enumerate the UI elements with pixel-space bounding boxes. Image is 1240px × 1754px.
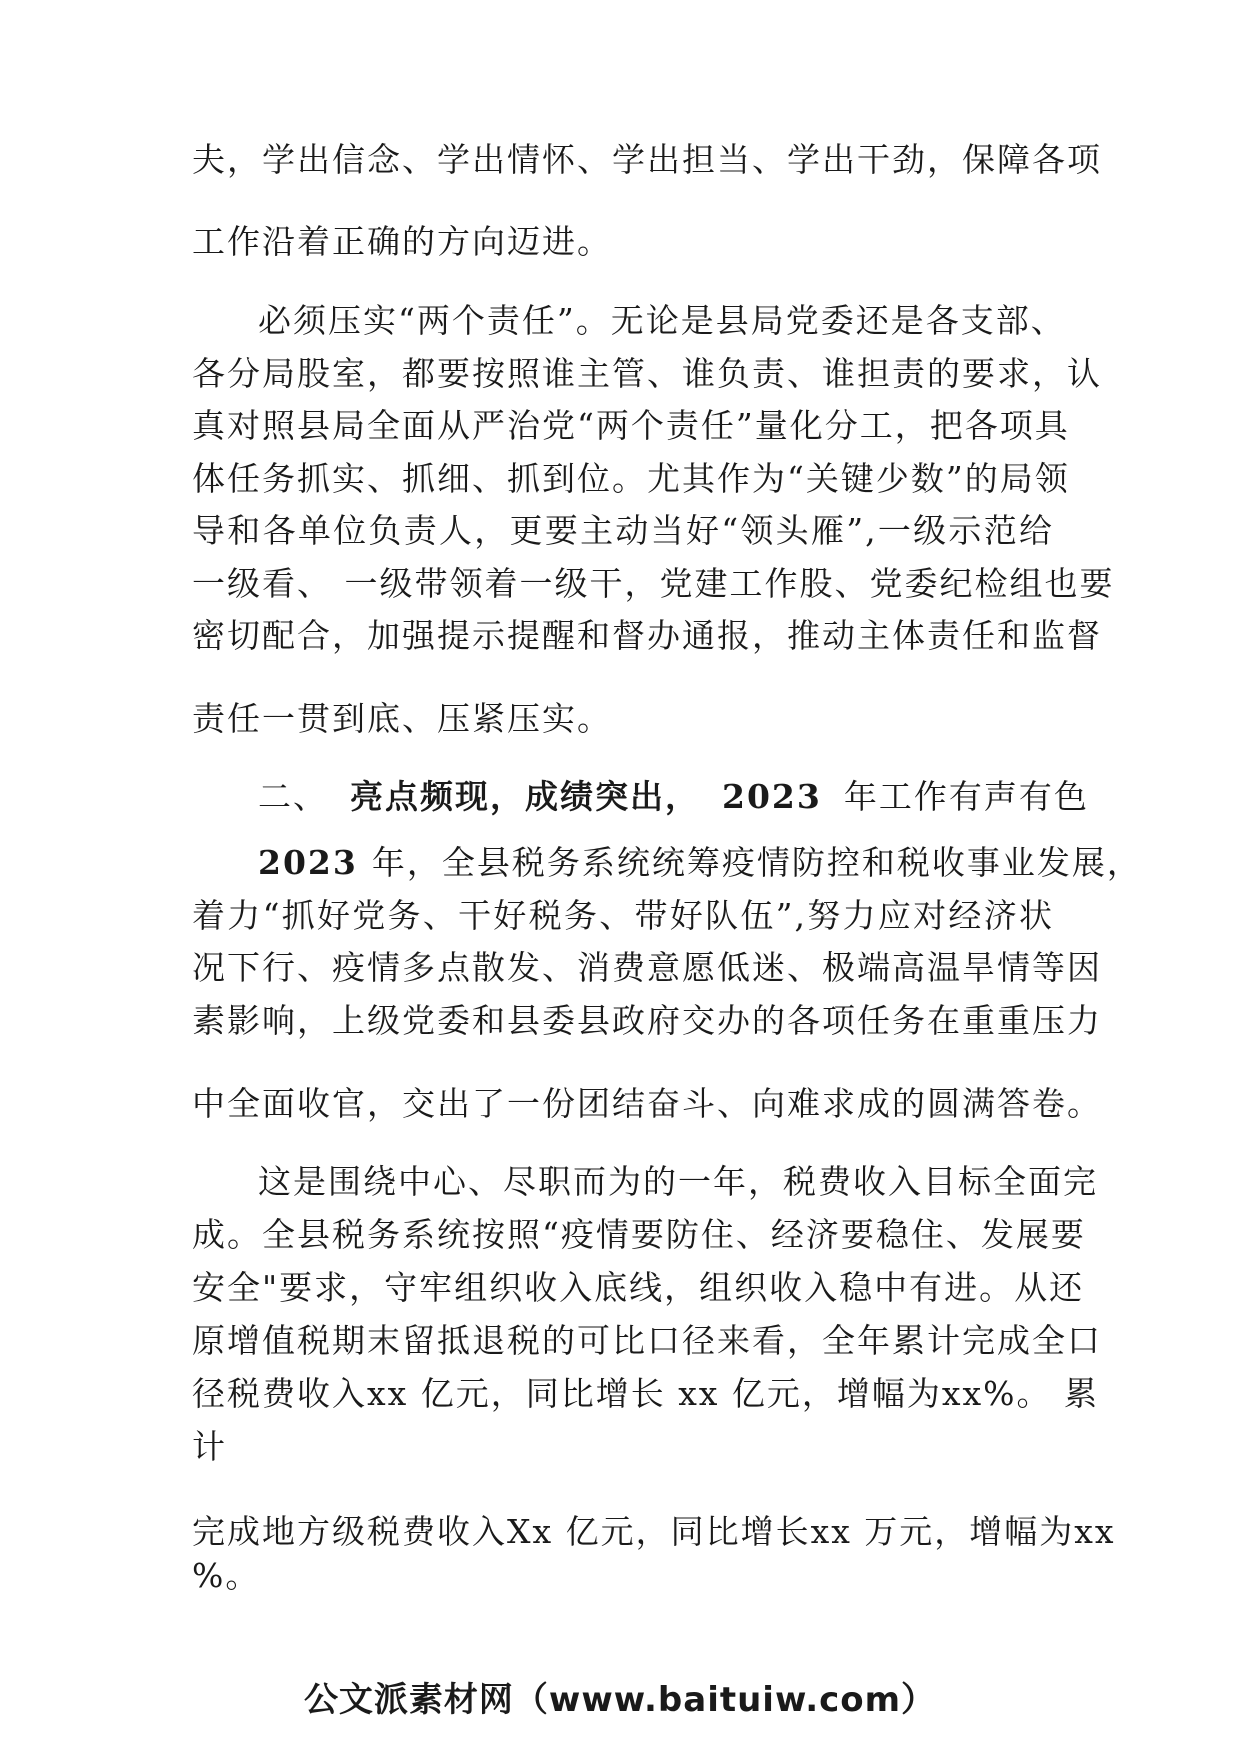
paragraph-line: 素影响，上级党委和县委县政府交办的各项任务在重重压力 <box>192 1001 1102 1040</box>
section-heading <box>258 777 1089 817</box>
footer-source: 公文派素材网（www.baituiw.com） <box>303 1680 937 1720</box>
paragraph-line: 况下行、疫情多点散发、消费意愿低迷、极端高温旱情等因 <box>192 948 1102 987</box>
heading-number: 二、 <box>258 777 328 816</box>
paragraph-line: 责任一贯到底、压紧压实。 <box>192 699 612 738</box>
heading-rest: 年工作有声有色 <box>843 777 1089 816</box>
paragraph-line: 原增值税期末留抵退税的可比口径来看，全年累计完成全口 <box>192 1321 1102 1360</box>
paragraph-line: 着力“抓好党务、干好税务、带好队伍”,努力应对经济状 <box>192 896 1054 935</box>
paragraph-line: 真对照县局全面从严治党“两个责任”量化分工，把各项具 <box>192 406 1070 445</box>
paragraph-line: %。 <box>192 1556 261 1595</box>
paragraph-line: 安全"要求，守牢组织收入底线，组织收入稳中有进。从还 <box>192 1268 1085 1307</box>
paragraph-line: 一级看、 一级带领着一级干，党建工作股、党委纪检组也要 <box>192 564 1115 603</box>
heading-year: 2023 <box>722 777 822 816</box>
paragraph-line <box>258 843 1142 883</box>
paragraph-line: 必须压实“两个责任”。无论是县局党委还是各支部、 <box>258 301 1066 340</box>
paragraph-line: 成。全县税务系统按照“疫情要防住、经济要稳住、发展要 <box>192 1215 1086 1254</box>
paragraph-text: 年，全县税务系统统筹疫情防控和税收事业发展， <box>371 843 1142 882</box>
paragraph-line: 这是围绕中心、尽职而为的一年，税费收入目标全面完 <box>258 1162 1098 1201</box>
paragraph-line: 体任务抓实、抓细、抓到位。尤其作为“关键少数”的局领 <box>192 459 1070 498</box>
paragraph-line: 各分局股室，都要按照谁主管、谁负责、谁担责的要求，认 <box>192 354 1102 393</box>
paragraph-line: 密切配合，加强提示提醒和督办通报，推动主体责任和监督 <box>192 616 1102 655</box>
paragraph-line: 计 <box>192 1427 227 1466</box>
paragraph-line: 工作沿着正确的方向迈进。 <box>192 222 612 261</box>
paragraph-line: 中全面收官，交出了一份团结奋斗、向难求成的圆满答卷。 <box>192 1084 1102 1123</box>
paragraph-line: 夫，学出信念、学出情怀、学出担当、学出干劲，保障各项 <box>192 140 1102 179</box>
paragraph-line: 完成地方级税费收入Xx 亿元，同比增长xx 万元，增幅为xx <box>192 1512 1116 1551</box>
heading-bold-text: 亮点频现，成绩突出， <box>350 777 700 816</box>
paragraph-line: 导和各单位负责人，更要主动当好“领头雁”,一级示范给 <box>192 511 1054 550</box>
paragraph-line: 径税费收入xx 亿元，同比增长 xx 亿元，增幅为xx%。 累 <box>192 1374 1099 1413</box>
paragraph-year: 2023 <box>258 843 358 882</box>
